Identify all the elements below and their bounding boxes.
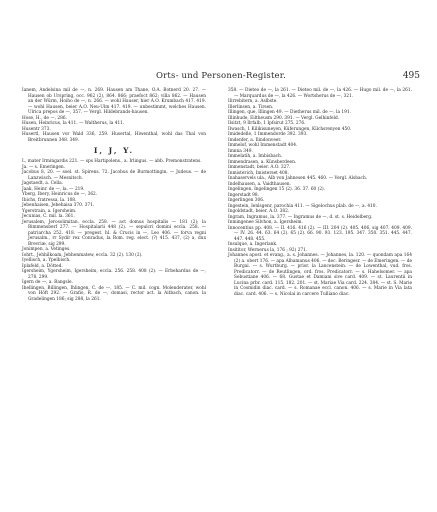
index-entry: Inahaservels ula., Alb von Jahnesen 445. 460. — Vergl. Alsbach. [228,176,368,181]
index-entry: I., mater Irmingardis 221. — sps Hartipolens., a. Irlingus. — abb. Premonstratens. [22,159,202,164]
index-entry: Iplafeld, a. Dötted. [22,263,63,269]
index-entry: Ianem, Andelsina mil de —, n. 269. Hausen am Thane, O.A. Botnerd 20. 27. — Hausen ob Urspring, occ. 962 (2), 864. 866; praefoct 862; villa 862. — Hausen an der Würm, Hoiho de —, n. 266. — wohl Hauser, hier A.O. Krumbach 417. 419. — wohl Hausen, beier A.O. Neu-Ulm 417. 419. — unbestimmt, welches Hausen. Ulrica prepos de —, 357. — Vergl. Hildebrands-hausen. [22,88,206,115]
index-entry: Iohrt., Jehhilkoam, Jebhenmatew, eccla. 32 (2). 130 (2). [22,252,143,258]
index-entry: Inmingenee Silvhon, a. Igersheim. [228,220,303,225]
index-entry: Ingram, Ingramus, la. 377. — Ingramus de —, d. st. s. Heidelberg. [228,214,373,220]
page-number: 495 [402,71,420,81]
index-entry: Jacobus 8, 20. — soel. st. Spirens. 72. Jacobus de Burmottingin. — Judeus. — de Lanzwisch. — Mesnitsch. [22,170,206,181]
index-entry: Igersheim, Ygersheim, Igersheim, eccla. 256. 258. 408 (2). — Erbehardus de —, 278. 299. [22,269,206,280]
index-entry: Immendrasen, a. Künsberdeen. [228,159,297,165]
index-entry: Husen, Heinricus, la 411. — Waltherus, la 411. [22,121,125,126]
index-entry: Ingoldstadt, beier. A.O. 382. [228,209,290,214]
index-entry: Jerusalem, Jerosolimitan. eccla. 258. — act domus hospitalis — 181 (2); la Bimmensberf 277. — Hospitalarii 448 (2). — sepulcri domini eccla. 258. — patriarcha 252. 418. — pregest. hl. & Crucis in —, Leo 406. — forva regni Jerusalm., rr Sydir rex Conradus, la Rom. reg. elect. (?) 415. 437, (2) a, dux Brevriæ, sig 299. [22,219,206,247]
index-entry: Indelhausen, a. Vaidthausen. [228,181,291,187]
index-entry: Husentr 373. [22,126,51,132]
index-entry: Insititor, Wernerus la, 176 ; 92) 271. [228,247,308,253]
index-entry: Ilwasch, 1 Kilikisuneyen, Küferungen, Kilchsrenyen 450. [228,126,352,132]
index-entry: Igern de —, a. Bangsle. [22,280,73,285]
index-entry: Imidedelle, 1 Immendorde 392. 393. [228,132,308,137]
index-entry: Ingerstadt 98. [228,192,259,198]
index-entry: Immelatih, a. Imbisbach. [228,154,283,159]
index-entry: Jecunias, C. mil. la. 361. [22,214,75,219]
left-column [22,88,206,302]
index-entry: Ihellingen, Billingen, Ihlingen, C. de —, 185. — C. mil. cogn. Molenderater, wohl von Höft 292. — Grafio, R. de —, domasi, rector act. la Aitbach, canon. la Gradelingen 186; sig 288, la 261. [22,285,206,302]
index-entry: Insulque, a. Ingerlank. [228,242,278,247]
page-title: Orts- und Personen-Register. [155,71,287,81]
index-entry: Immelof, wohl Immenstadt 404. [228,143,298,148]
index-entry: 358. — Dieteo de —, la 261. — Dieteo mil. de —, la 426. — Hugo mil. de —, la 261. — Marquardus de —, la 426. — Wortsherus de —, 321. [228,88,412,99]
index-entry: Ingelingen, Ingelingen 15 (2). 36. 37. 60 (2). [228,187,326,192]
index-entry: Yberg, Ibery, Heinricus de —, 362. [22,192,98,197]
index-entry: Ingestein, Ienlsgenr, parochia 411. — Sigelochus plab. de —, a. 410. [228,203,377,209]
section-heading: I, J, Y. [93,146,135,155]
running-header [22,70,420,84]
index-entry: Illinhude, Eiltheusm 290. 391. — Vergl. Gelhinfeld. [228,115,340,121]
index-entry: Illingen, que, Illingen 49. — Dietherus mil. de —, la 191. [228,110,351,115]
index-entry: Ygerstrain, a. Igersheim. [22,208,77,214]
index-entry: Ilsitzt, 9 Ilrfalb, 1 Ipfsirut 275. 276. [228,121,306,126]
index-entry: Immenstadt, beier. A.O. 327. [228,165,291,170]
index-entry: Innocentius pp. 408. — II. 416. 416 (2). — III. 204 (2). 405. 406, sig 407. 409. 409. — IV. 26. 44. 63. 64 (2). 65 (2). 66. 90. 93. 123. 195. 347. 350. 351. 445. 447. 447. 448. 455. [228,225,412,242]
index-entry: Husertl, Hausen vor Wald 336, 259. Husertal, Hiwenthal, wohl das Thal von Breitbrunnen 348. 349. [22,132,206,143]
index-entry: Jaak, Heinr. de —, la. — 219. [22,186,85,192]
index-entry: Hose, H., de —, 286. [22,115,67,121]
index-entry: Jagstaedt, a. Cella. [22,181,64,186]
index-entry: Johannes apost. et evang., a. s. Johannes. — Johannes, la. 120. — quondam apa 164 (2) a. obert 176. — apa Albamanus 406. — dec. Beringesr. — de Emeringen. — de Burgai. — s. Wurtburg. — prior. la Lancenstein. — de Lowenthal, vud. fros. Predicatorr. — de Reutlingen, ord. fros. Predicatorr. — s. Hahelsomer. — apa Sebustiane 406. — 68. Gustae et Damiani sive card. 409. — st. Laurentii in Lucina prbr. card. 115. 182. 201. — st. Mariae Via card. 224. 384. — st. S. Marie in Cosmidin diac. card. — s. Romanae eccl. canon. 406. — s. Marie in Via lata diac. card. 406. — s. Nicolai in carcere Tulliano diac. [228,253,412,297]
index-entry: Jebenhaisen, Jebehaisa 370. 371. [22,203,95,208]
index-entry: Imnna 349. [228,148,253,154]
index-entry: Ja. — s. Emeringen. [22,164,65,170]
index-entry: Ilirrebitern, a. Aslbste. [228,99,278,104]
index-entry: Illerlinsen, a. Tirsen. [228,104,274,110]
index-entry: Iyellisch, a. Ypelbisch. [22,258,71,263]
index-entry: Ibichs, fratressa, la. 108. [22,197,77,203]
index-entry: Imdenfer, a. Ilindonveer. [228,137,282,143]
index-entry: Inmisterich, Imisterset 408. [228,170,289,176]
right-column [228,88,412,297]
index-entry: Jonimpen, a. Vetinges. [22,247,71,252]
index-entry: Ingerlingen 306. [228,198,265,203]
